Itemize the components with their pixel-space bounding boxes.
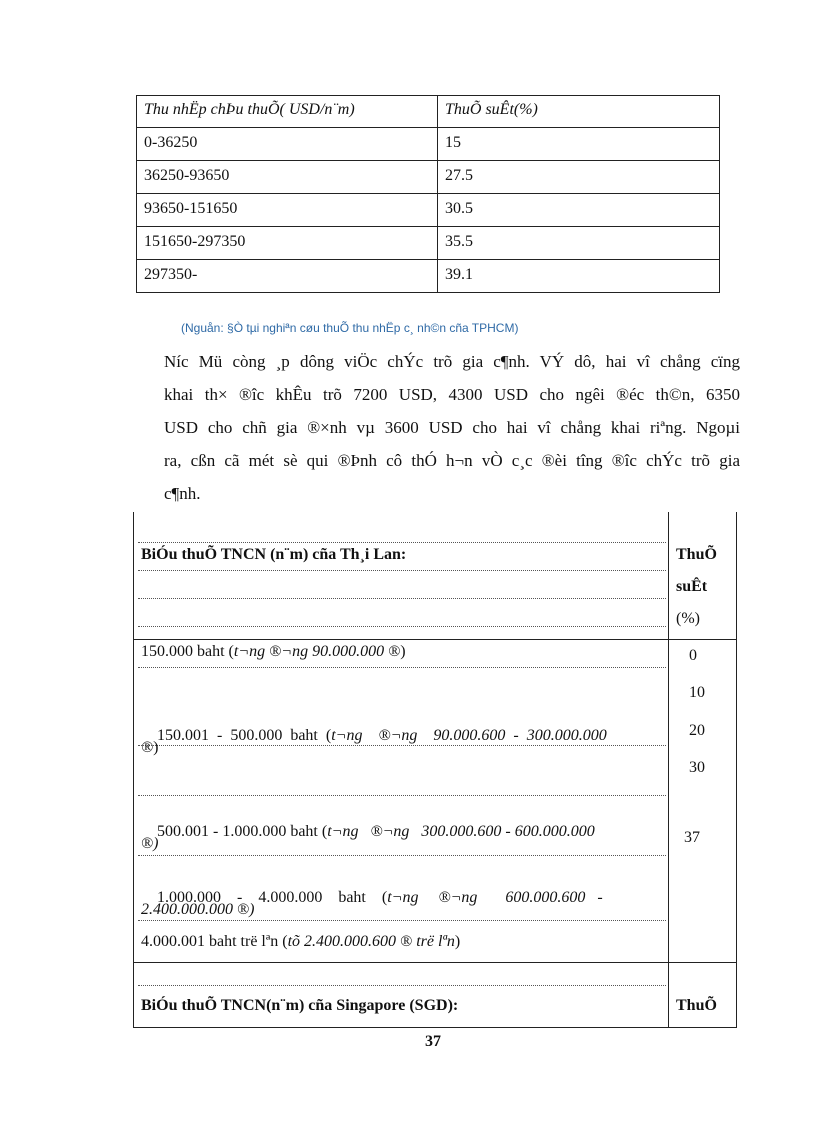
table1-row-5-income: 297350- bbox=[144, 266, 198, 283]
bracket-row-5: 4.000.001 baht trë lªn (tõ 2.400.000.600 ® trë lªn) bbox=[141, 933, 461, 950]
table1-row-1-income: 0-36250 bbox=[144, 134, 198, 151]
table1-header-income: Thu nhËp chÞu thuÕ( USD/n¨m) bbox=[144, 101, 355, 118]
table1-row-5-rate: 39.1 bbox=[445, 266, 473, 283]
rate-value-1: 0 bbox=[689, 647, 697, 664]
page-number: 37 bbox=[425, 1033, 441, 1050]
singapore-table-title: BiÓu thuÕ TNCN(n¨m) cña Singapore (SGD): bbox=[141, 997, 459, 1014]
table1-row-2-income: 36250-93650 bbox=[144, 167, 230, 184]
rate-header-line-1: ThuÕ bbox=[676, 546, 717, 563]
paragraph-line-5: c¶nh. bbox=[164, 484, 201, 503]
rate-header-line-3: (%) bbox=[676, 610, 700, 627]
bracket-row-2: 150.001 - 500.000 baht (t¬ng ®¬ng 90.000.600 - 300.000.000 bbox=[157, 727, 607, 744]
rate-value-2: 10 bbox=[689, 684, 705, 701]
rate-header-line-2: suÊt bbox=[676, 578, 708, 595]
table1-row-3-income: 93650-151650 bbox=[144, 200, 238, 217]
table1-row-2-rate: 27.5 bbox=[445, 167, 473, 184]
table1-row-4-income: 151650-297350 bbox=[144, 233, 246, 250]
bracket-row-4: 1.000.000 - 4.000.000 baht (t¬ng ®¬ng 600.000.600 - bbox=[157, 889, 603, 906]
rate-value-3: 20 bbox=[689, 722, 705, 739]
paragraph-line-2: khai th× ®îc khÊu trõ 7200 USD, 4300 USD cho ngêi ®éc th©n, 6350 bbox=[164, 385, 740, 404]
rate-value-5: 37 bbox=[684, 829, 700, 846]
bracket-row-2-cont: ®) bbox=[141, 739, 159, 756]
table1-header-rate: ThuÕ suÊt(%) bbox=[445, 101, 538, 118]
source-note: (Nguån: §Ò tµi nghiªn cøu thuÕ thu nhËp c¸ nh©n cña TPHCM) bbox=[181, 321, 519, 335]
paragraph-line-1: Níc Mü còng ¸p dông viÖc chÝc trõ gia c¶nh. VÝ dô, hai vî chång cïng bbox=[164, 352, 740, 371]
bracket-row-1: 150.000 baht (t¬ng ®¬ng 90.000.000 ®) bbox=[141, 643, 406, 660]
bracket-row-3-cont: ®) bbox=[141, 835, 159, 852]
table1-row-4-rate: 35.5 bbox=[445, 233, 473, 250]
bracket-row-3: 500.001 - 1.000.000 baht (t¬ng ®¬ng 300.000.600 - 600.000.000 bbox=[157, 823, 595, 840]
singapore-rate-header: ThuÕ bbox=[676, 997, 717, 1014]
paragraph-line-3: USD cho chñ gia ®×nh vµ 3600 USD cho hai vî chång khai riªng. Ngoµi bbox=[164, 418, 740, 437]
rate-value-4: 30 bbox=[689, 759, 705, 776]
table1-row-3-rate: 30.5 bbox=[445, 200, 473, 217]
bracket-row-4-cont: 2.400.000.000 ®) bbox=[141, 901, 255, 918]
table1-row-1-rate: 15 bbox=[445, 134, 461, 151]
thailand-table-title: BiÓu thuÕ TNCN (n¨m) cña Th¸i Lan: bbox=[141, 546, 407, 563]
paragraph-line-4: ra, cßn cã mét sè qui ®Þnh cô thÓ h¬n vÒ c¸c ®èi tîng ®îc chÝc trõ gia bbox=[164, 451, 740, 470]
